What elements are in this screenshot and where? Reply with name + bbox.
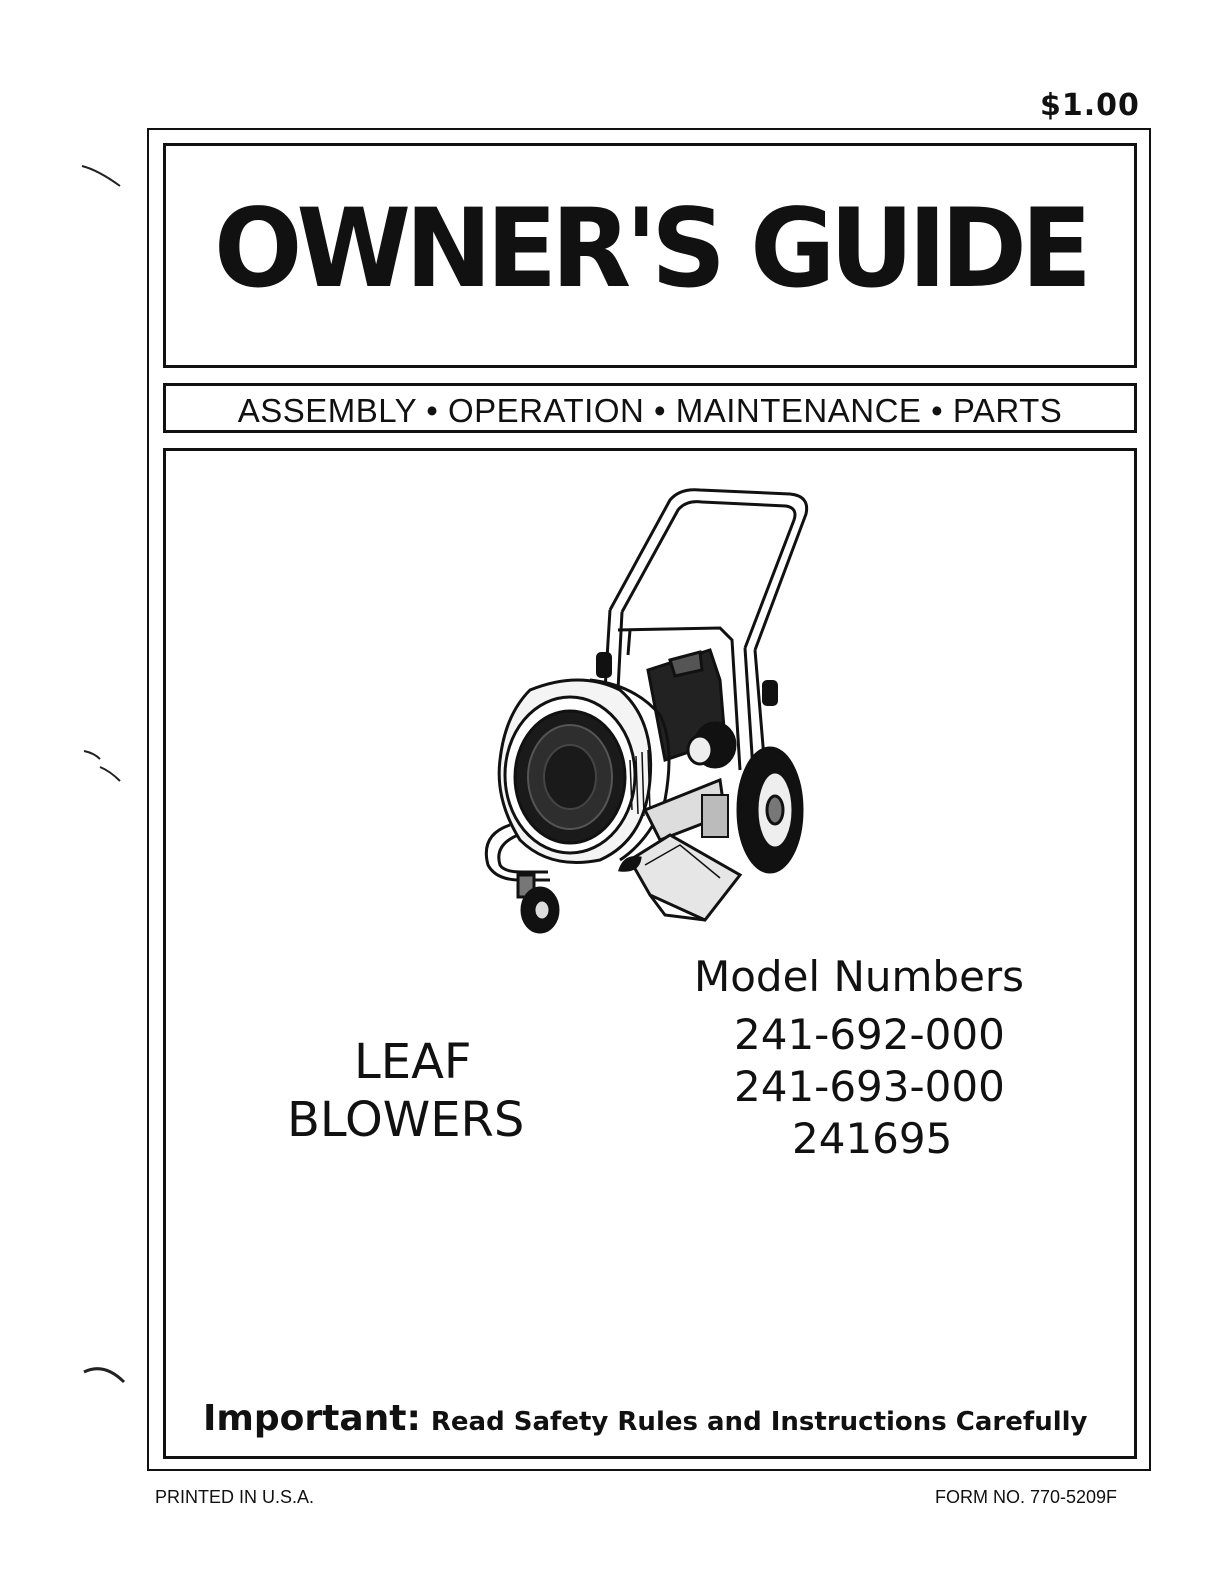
subtitle-box [163, 383, 1137, 433]
margin-mark-middle [80, 745, 130, 785]
model-number: 241-692-000 [734, 1010, 1005, 1059]
page-title: OWNER'S GUIDE [213, 183, 1087, 313]
subtitle: ASSEMBLY • OPERATION • MAINTENANCE • PARTS [237, 392, 1063, 429]
safety-notice-lead: Important: [203, 1398, 421, 1439]
margin-mark-top [78, 160, 128, 190]
product-name-line2: BLOWERS [287, 1092, 525, 1148]
safety-notice-text: Read Safety Rules and Instructions Carefully [430, 1407, 1088, 1437]
margin-mark-bottom [80, 1360, 130, 1390]
price: $1.00 [1040, 88, 1140, 123]
leaf-blower-illustration [470, 480, 830, 950]
model-number: 241-693-000 [734, 1062, 1005, 1111]
printed-in-label: PRINTED IN U.S.A. [155, 1487, 315, 1507]
model-number: 241695 [792, 1114, 953, 1163]
title-box [163, 143, 1137, 368]
form-number: FORM NO. 770-5209F [935, 1487, 1118, 1507]
model-numbers-heading: Model Numbers [694, 952, 1025, 1001]
safety-notice [203, 1398, 1087, 1439]
product-name-line1: LEAF [354, 1034, 472, 1090]
